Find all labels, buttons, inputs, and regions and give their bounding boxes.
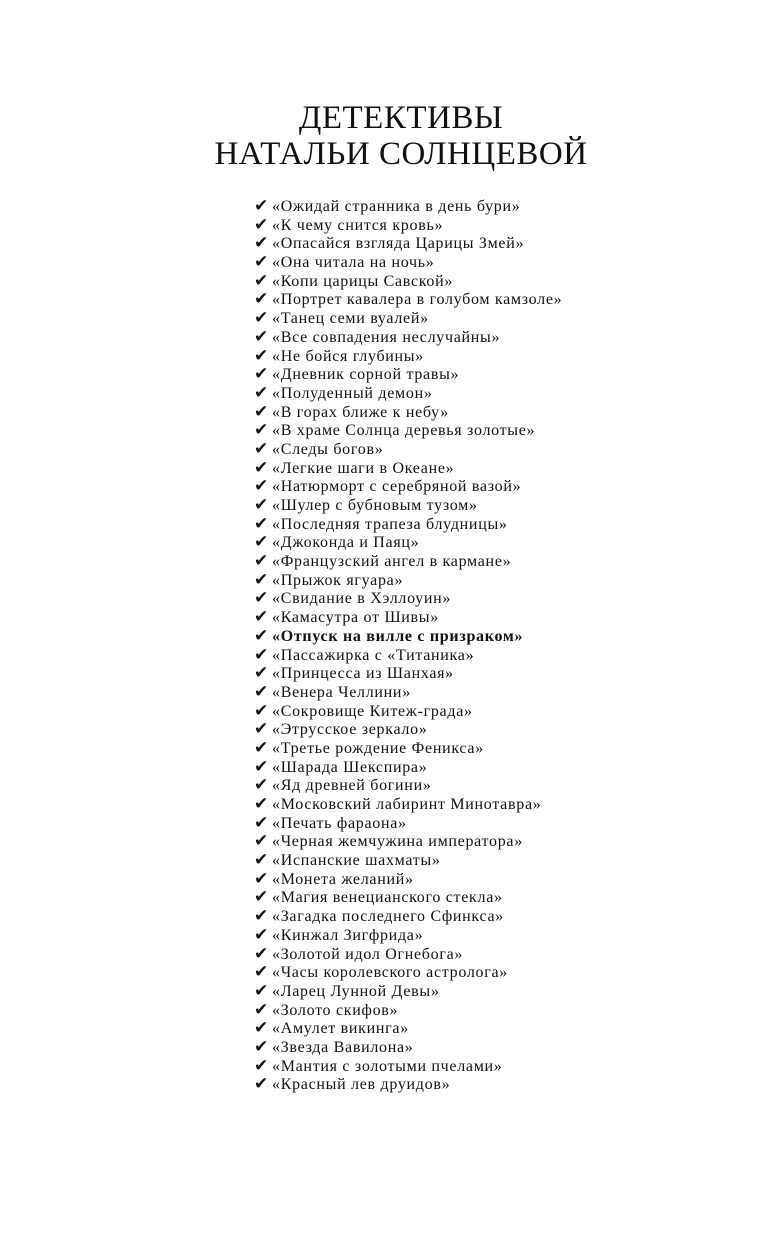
list-item [254,347,754,366]
check-icon: ✔ [254,962,269,983]
check-icon: ✔ [254,532,269,553]
check-icon: ✔ [254,1055,269,1076]
book-title: «Не бойся глубины» [272,347,424,365]
list-item [254,309,754,328]
check-icon: ✔ [254,850,269,871]
check-icon: ✔ [254,868,269,889]
book-title: «Все совпадения неслучайны» [272,328,501,346]
book-title: «Часы королевского астролога» [272,964,509,982]
list-item [254,870,754,889]
check-icon: ✔ [254,924,269,945]
check-icon: ✔ [254,737,269,758]
book-title: «Копи царицы Савской» [272,272,454,290]
list-item [254,963,754,982]
book-title: «Камасутра от Шивы» [272,609,439,627]
check-icon: ✔ [254,289,269,310]
book-title: «Прыжок ягуара» [272,571,404,589]
list-item [254,533,754,552]
list-item [254,1075,754,1094]
book-title: «В храме Солнца деревья золотые» [272,422,536,440]
check-icon: ✔ [254,1074,269,1095]
book-title: «Печать фараона» [272,814,407,832]
list-item [254,720,754,739]
book-title: «Золотой идол Огнебога» [272,945,464,963]
list-item [254,253,754,272]
check-icon: ✔ [254,625,269,646]
book-title: «Она читала на ночь» [272,254,435,272]
list-item [254,365,754,384]
page-title [0,100,768,172]
book-title: «Звезда Вавилона» [272,1038,414,1056]
check-icon: ✔ [254,364,269,385]
check-icon: ✔ [254,756,269,777]
book-title: «Венера Челлини» [272,683,411,701]
check-icon: ✔ [254,700,269,721]
book-title: «Натюрморт с серебряной вазой» [272,478,522,496]
book-title: «Монета желаний» [272,870,414,888]
title-line-2: НАТАЛЬИ СОЛНЦЕВОЙ [214,136,588,172]
book-title: «Черная жемчужина императора» [272,833,523,851]
check-icon: ✔ [254,887,269,908]
list-item [254,589,754,608]
book-title: «Портрет кавалера в голубом камзоле» [272,291,563,309]
check-icon: ✔ [254,270,269,291]
check-icon: ✔ [254,1018,269,1039]
book-title: «Золото скифов» [272,1001,399,1019]
list-item [254,1001,754,1020]
list-item [254,907,754,926]
check-icon: ✔ [254,401,269,422]
list-item [254,1038,754,1057]
book-title: «Загадка последнего Сфинкса» [272,908,504,926]
check-icon: ✔ [254,1036,269,1057]
check-icon: ✔ [254,569,269,590]
check-icon: ✔ [254,980,269,1001]
book-title: «К чему снится кровь» [272,216,444,234]
list-item [254,290,754,309]
list-item [254,646,754,665]
book-title: «Следы богов» [272,440,384,458]
list-item [254,197,754,216]
list-item [254,496,754,515]
book-title: «Этрусское зеркало» [272,721,428,739]
list-item [254,926,754,945]
book-title: «Легкие шаги в Океане» [272,459,455,477]
check-icon: ✔ [254,495,269,515]
book-title: «Принцесса из Шанхая» [272,665,454,683]
book-title: «Яд древней богини» [272,777,432,795]
check-icon: ✔ [254,588,269,609]
list-item [254,832,754,851]
book-title: «Дневник сорной травы» [272,366,460,384]
list-item [254,515,754,534]
list-item [254,328,754,347]
check-icon: ✔ [254,943,269,964]
list-item [254,477,754,496]
list-item [254,683,754,702]
book-title: «Испанские шахматы» [272,852,441,870]
check-icon: ✔ [254,196,269,216]
list-item [254,814,754,833]
book-list [254,197,754,1094]
check-icon: ✔ [254,663,269,684]
check-icon: ✔ [254,999,269,1020]
book-title: «Полуденный демон» [272,384,433,402]
list-item [254,1057,754,1076]
check-icon: ✔ [254,513,269,534]
list-item [254,982,754,1001]
check-icon: ✔ [254,906,269,927]
list-item [254,758,754,777]
list-item [254,702,754,721]
list-item [254,795,754,814]
book-title: «Опасайся взгляда Царицы Змей» [272,235,525,253]
title-line-1: ДЕТЕКТИВЫ [298,100,504,136]
check-icon: ✔ [254,476,269,497]
list-item [254,552,754,571]
list-item [254,608,754,627]
list-item [254,627,754,646]
list-item [254,384,754,403]
book-title: «В горах ближе к небу» [272,403,449,421]
check-icon: ✔ [254,457,269,478]
check-icon: ✔ [254,644,269,665]
check-icon: ✔ [254,681,269,702]
check-icon: ✔ [254,551,269,572]
book-title: «Московский лабиринт Минотавра» [272,796,542,813]
book-title: «Мантия с золотыми пчелами» [272,1057,503,1075]
check-icon: ✔ [254,812,269,833]
list-item [254,272,754,291]
list-item [254,776,754,795]
book-title: «Последняя трапеза блудницы» [272,515,508,533]
book-title: «Джоконда и Паяц» [272,534,420,552]
list-item [254,421,754,440]
book-title: «Пассажирка с «Титаника» [272,646,475,664]
book-title: «Ожидай странника в день бури» [272,198,521,215]
check-icon: ✔ [254,233,269,254]
list-item [254,403,754,422]
book-title: «Кинжал Зигфрида» [272,926,424,944]
book-title: «Свидание в Хэллоуин» [272,590,452,608]
list-item [254,888,754,907]
list-item [254,739,754,758]
check-icon: ✔ [254,719,269,740]
book-title: «Французский ангел в кармане» [272,553,512,571]
check-icon: ✔ [254,438,269,459]
list-item [254,234,754,253]
list-item [254,571,754,590]
book-title: «Амулет викинга» [272,1020,409,1038]
check-icon: ✔ [254,345,269,366]
check-icon: ✔ [254,382,269,403]
book-title: «Шулер с бубновым тузом» [272,497,478,514]
book-title: «Танец семи вуалей» [272,310,429,328]
book-title: «Красный лев друидов» [272,1076,451,1094]
list-item [254,440,754,459]
check-icon: ✔ [254,326,269,347]
book-title: «Шарада Шекспира» [272,758,428,776]
list-item [254,1019,754,1038]
check-icon: ✔ [254,420,269,441]
book-title: «Сокровище Китеж-града» [272,702,473,720]
book-title: «Магия венецианского стекла» [272,889,503,907]
list-item [254,216,754,235]
check-icon: ✔ [254,775,269,796]
list-item [254,945,754,964]
book-title: «Ларец Лунной Девы» [272,982,440,1000]
book-title: «Третье рождение Феникса» [272,739,484,757]
check-icon: ✔ [254,831,269,852]
check-icon: ✔ [254,252,269,273]
list-item [254,664,754,683]
check-icon: ✔ [254,214,269,235]
check-icon: ✔ [254,794,269,814]
book-title: «Отпуск на вилле с призраком» [272,627,524,645]
list-item [254,851,754,870]
list-item [254,459,754,478]
check-icon: ✔ [254,308,269,329]
check-icon: ✔ [254,607,269,628]
